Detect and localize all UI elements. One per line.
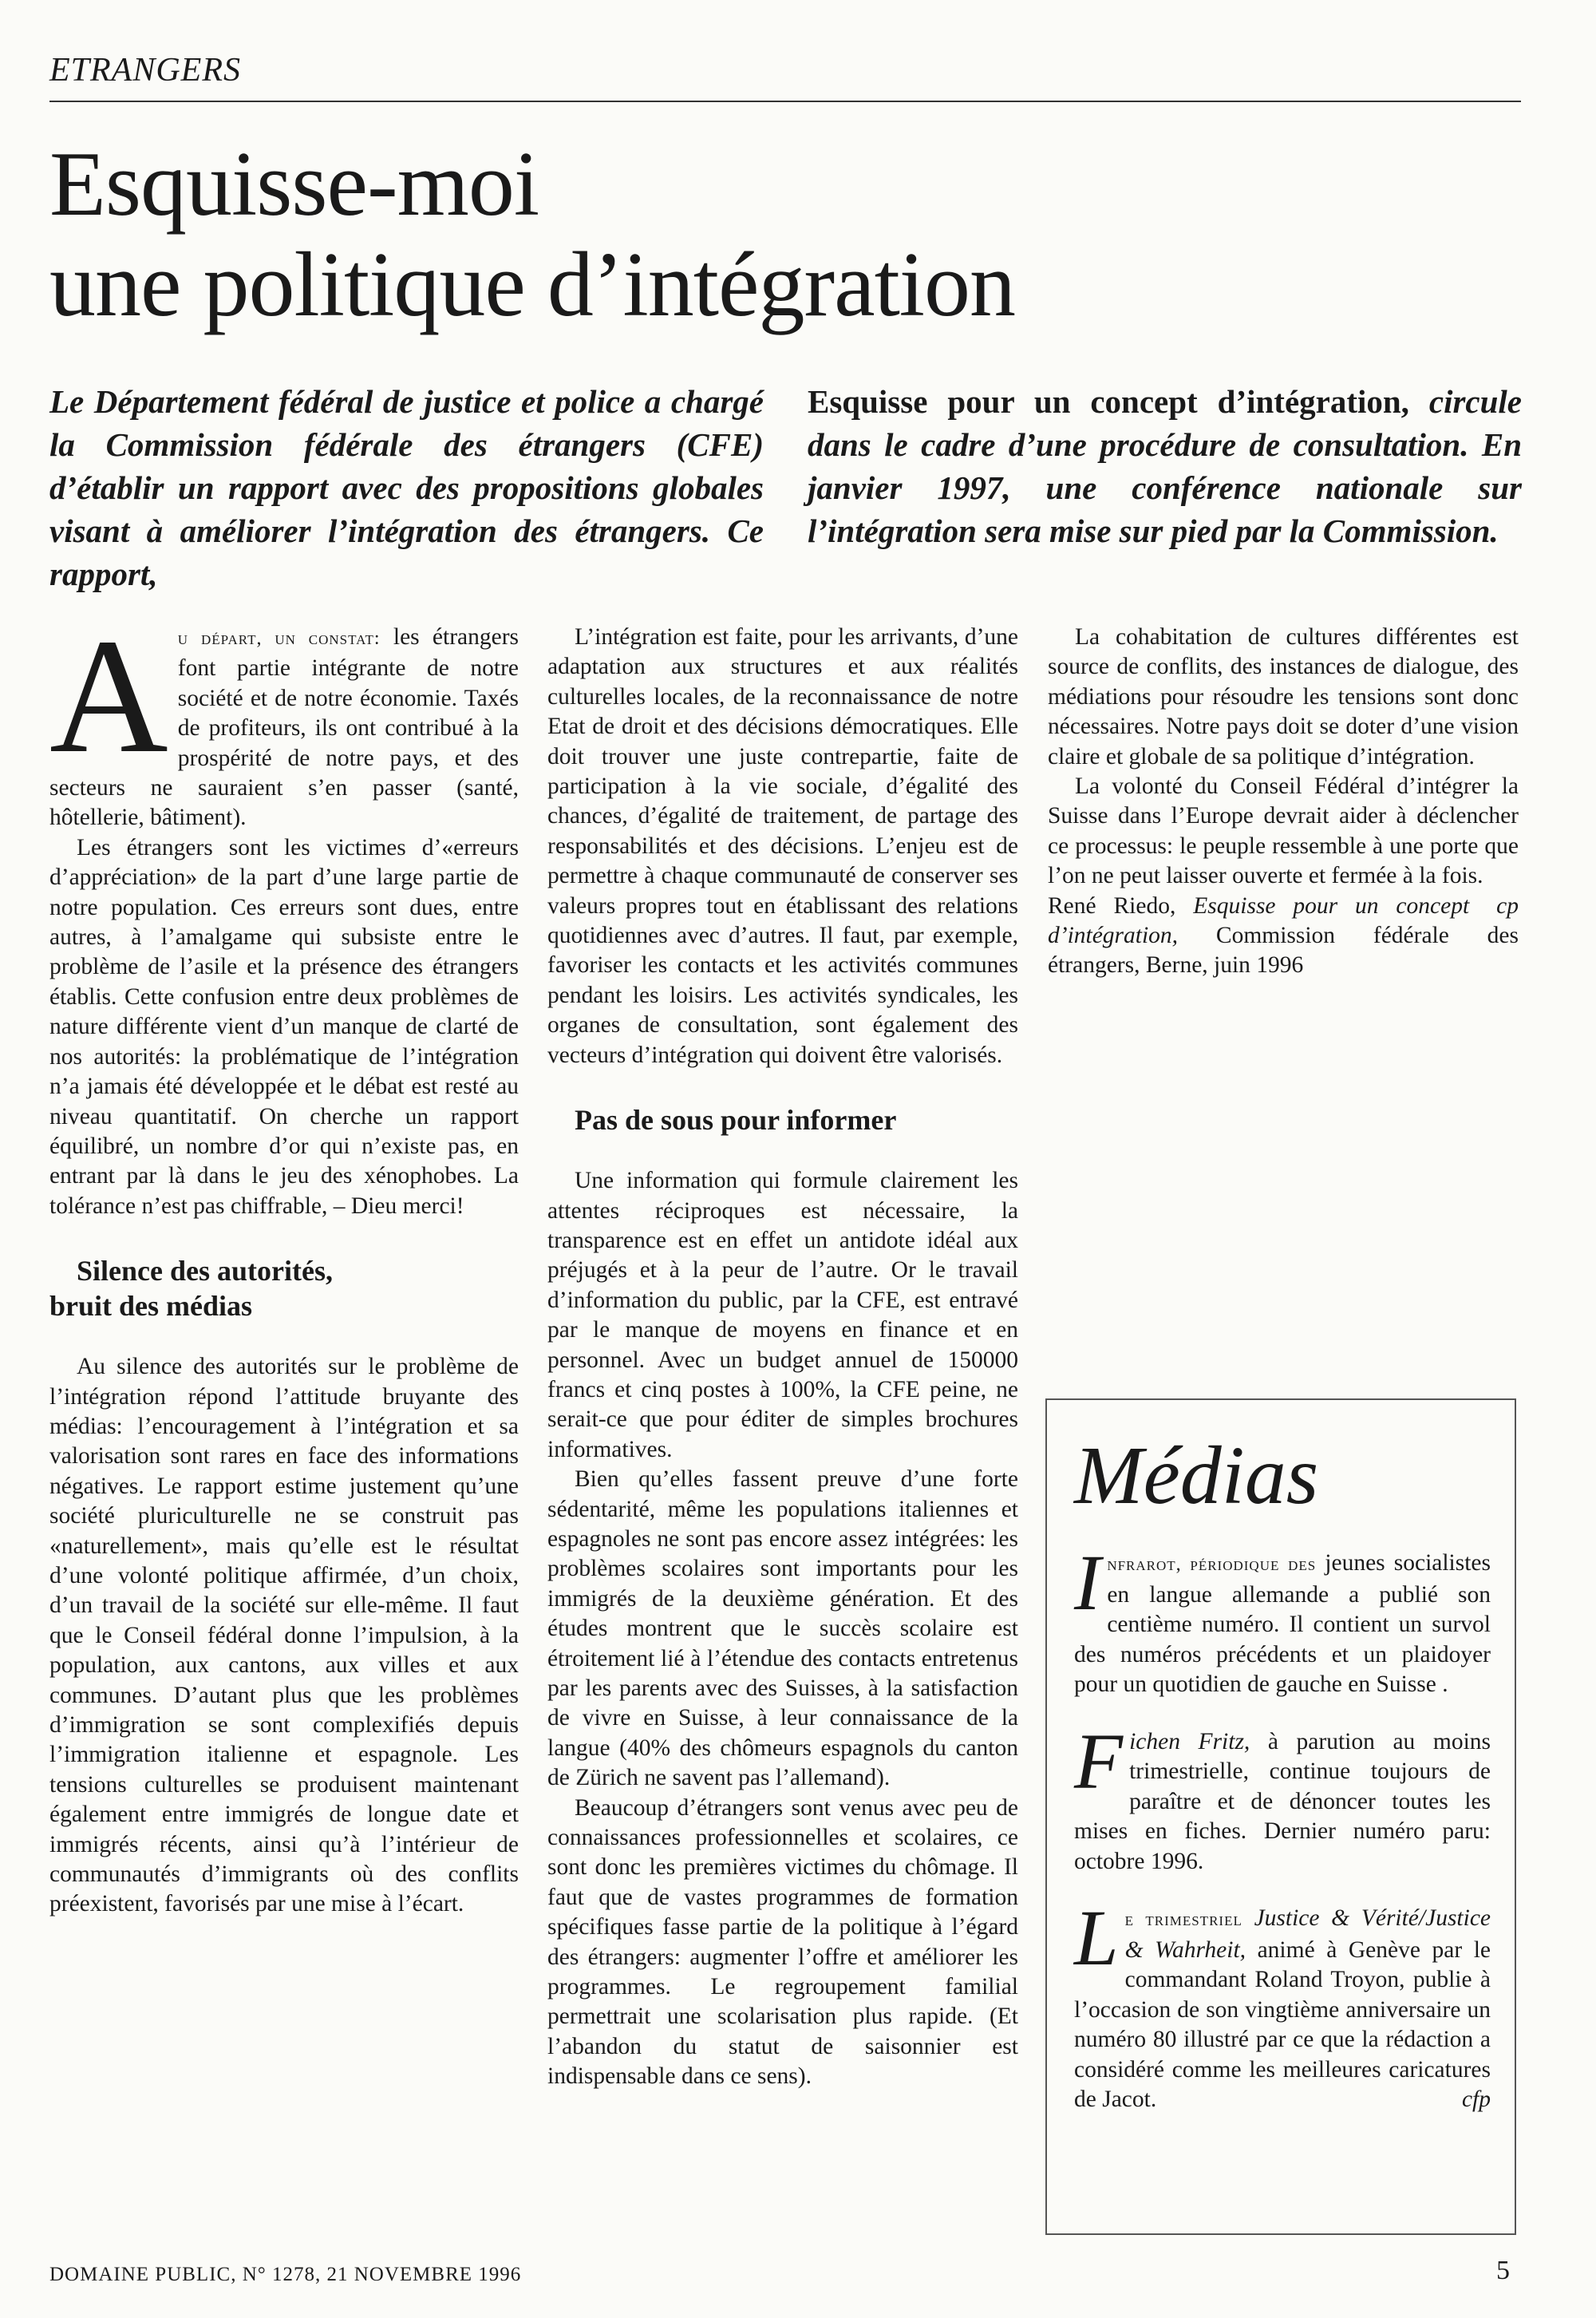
article-column-2	[547, 623, 1018, 2092]
medias-item-fichen-fritz	[1074, 1716, 1491, 1877]
section-rubric: ETRANGERS	[49, 52, 241, 89]
article-paragraph-3: Au silence des autorités sur le problème de l’intégration répond l’attitude bruyante des médias: l’encouragement à l’intégration et sa valorisation sont rares en face des informations négatives. Le rapport estime justement qu’une société pluriculturelle ne se construit pas «naturellement», mais qu’elle est le résultat d’une volonté politique affirmée, d’un choix, d’un travail de la société sur elle-même. Il faut que le Conseil fédéral donne l’impulsion, à la population, aux cantons, aux villes et aux communes. D’autant plus que les problèmes d’immigration se sont complexifiés depuis l’immigration italienne et espagnole. Les tensions culturelles se produisent maintenant également entre immigrés de longue date et immigrés récents, ainsi qu’à l’intérieur de communautés d’immigrants où des conflits préexistent, favorisés par une mise à l’écart.	[49, 1354, 519, 1917]
article-paragraph-6: Bien qu’elles fassent preuve d’une forte sédentarité, même les populations italiennes et espagnoles ne sont pas encore assez intégrées: les problèmes scolaires sont importants pour les immigrés de la deuxième génération. Et des études montrent que le succès scolaire est étroitement lié à l’étendue des contacts entretenus par les parents avec des Suisses, à la satisfaction de vivre en Suisse, à leur connaissance de la langue (40% des chômeurs espagnols du canton de Zürich ne savent pas l’allemand).	[547, 1466, 1018, 1791]
subhead-silence-line1: Silence des autorités,	[77, 1255, 333, 1288]
opening-smallcaps: u départ, un constat:	[177, 628, 381, 649]
lede-part2	[808, 380, 1522, 552]
medias-item1-text: jeunes socialistes en langue allemande a publié son centième numéro. Il contient un survol des numéros précédents et un plaidoyer pour un quotidien de gauche en Suisse .	[1074, 1550, 1491, 1697]
medias-item3-dropcap: L	[1074, 1893, 1119, 1982]
article-paragraph-8: La cohabitation de cultures différentes est source de conflits, des instances de dialogue, des médiations pour résoudre les tensions sont donc nécessaires. Notre pays doit se doter d’une vision claire et globale de sa politique d’intégration.	[1048, 624, 1519, 769]
medias-item3-name: Justice & Vérité/Justice & Wahrheit,	[1124, 1905, 1491, 1963]
biblio-author: René Riedo,	[1048, 892, 1176, 919]
article-column-1	[49, 604, 519, 1920]
footer-publication: DOMAINE PUBLIC, N° 1278, 21 NOVEMBRE 1996	[49, 2264, 522, 2285]
medias-item-justice	[1074, 1893, 1491, 2115]
article-column-3	[1048, 623, 1519, 981]
medias-item2-name: ichen Fritz,	[1129, 1728, 1250, 1754]
subhead-informer: Pas de sous pour informer	[575, 1104, 897, 1137]
medias-box-title: Médias	[1074, 1430, 1319, 1521]
biblio-rest: Commission fédérale des étrangers, Berne, juin 1996	[1048, 923, 1519, 979]
biblio-title: Esquisse pour un concept d’intégration,	[1048, 892, 1470, 949]
medias-item1-smallcaps: nfrarot, périodique des	[1107, 1554, 1317, 1575]
page-number: 5	[1496, 2256, 1510, 2285]
paragraph-1-text: les étrangers font partie intégrante de notre société et de notre économie. Taxés de profiteurs, ils ont contribué à la prospérité de notre pays, et des secteurs ne sauraient s’en passer (santé, hôtellerie, bâtiment).	[49, 624, 519, 831]
article-paragraph-5: Une information qui formule clairement les attentes réciproques est nécessaire, la transparence est en effet un antidote idéal aux préjugés et à la peur de l’autre. Or le travail d’information du public, par la CFE, est entravé par le manque de moyens en finance et en personnel. Avec un budget annuel de 150000 francs et cinq postes à 100%, la CFE peine, ne serait-ce que pour éditer de simples brochures informatives.	[547, 1168, 1018, 1462]
lede-report-title: Esquisse pour un concept d’intégration,	[808, 383, 1409, 420]
medias-item2-dropcap: F	[1074, 1716, 1124, 1806]
medias-box	[1045, 1398, 1516, 2235]
top-rule	[49, 101, 1521, 102]
article-paragraph-1	[49, 604, 519, 833]
headline	[49, 134, 1406, 335]
subhead-silence	[49, 1253, 519, 1323]
article-paragraph-7: Beaucoup d’étrangers sont venus avec peu de connaissances professionnelles et scolaires, ce sont donc les premières victimes du chômage. Il faut que de vastes programmes de formation spécifiques fasse partie de la politique à l’égard des étrangers: augmenter l’offre et améliorer les programmes. Le regroupement familial permettrait une scolarisation plus rapide. (Et l’abandon du statut de saisonnier est indispensable dans ce sens).	[547, 1794, 1018, 2090]
medias-signature: cfp	[1461, 2087, 1491, 2112]
article-paragraph-4: L’intégration est faite, pour les arrivants, d’une adaptation aux structures et aux réalités culturelles locales, de la reconnaissance de notre Etat de droit et des décisions démocratiques. Elle doit trouver une juste contrepartie, faite de participation à la vie sociale, d’égalité des chances, d’égalité de traitement, de partage des responsabilités et des décisions. L’enjeu est de permettre à chaque communauté de conserver ses valeurs propres tout en établissant des relations quotidiennes avec d’autres. Il faut, par exemple, favoriser les contacts et les activités communes pendant les loisirs. Les activités syndicales, les organes de consultation, sont également des vecteurs d’intégration qui doivent être valorisés.	[547, 624, 1018, 1068]
medias-item3-smallcaps: e trimestriel	[1124, 1909, 1242, 1930]
medias-item-infrarot	[1074, 1538, 1491, 1700]
article-signature: cp	[1496, 892, 1519, 919]
medias-item2-text: à parution au moins trimestrielle, continue toujours de paraître et de dénoncer toutes les mises en fiches. Dernier numéro paru: octobre 1996.	[1074, 1728, 1491, 1874]
subhead-silence-line2: bruit des médias	[49, 1290, 253, 1323]
headline-line2: une politique d’intégration	[49, 234, 1016, 336]
paragraph-9-text: La volonté du Conseil Fédéral d’intégrer la Suisse dans l’Europe devrait aider à déclencher ce processus: le peuple ressemble à une porte que l’on ne peut laisser ouverte et fermée à la fois.	[1048, 773, 1519, 889]
medias-item3-text: animé à Genève par le commandant Roland Troyon, publie à l’occasion de son vingtième anniversaire un numéro 80 illustré par ce que la rédaction a considéré comme les meilleures caricatures de Jacot.	[1074, 1936, 1491, 2112]
headline-line1: Esquisse-moi	[49, 133, 539, 235]
bibliography	[1048, 892, 1519, 981]
dropcap: A	[49, 604, 168, 787]
article-paragraph-2: Les étrangers sont les victimes d’«erreurs d’appréciation» de la part d’une large partie de notre population. Ces erreurs sont dues, entre autres, à l’amalgame qui subsiste entre le problème de l’asile et la présence des étrangers établis. Cette confusion entre deux problèmes de nature différente vient d’un manque de clarté de nos autorités: la problématique de l’intégration n’a jamais été développée et le débat est resté au niveau quantitatif. On cherche un rapport équilibré, un nombre d’or qui n’existe pas, en entrant par là dans le jeu des xénophobes. La tolérance n’est pas chiffrable, – Dieu merci!	[49, 834, 519, 1219]
medias-item1-dropcap: I	[1074, 1538, 1101, 1627]
lede-part2-text: circule dans le cadre d’une procédure de consultation. En janvier 1997, une conférence nationale sur l’intégration sera mise sur pied par la Commission.	[808, 383, 1523, 549]
lede-part1: Le Département fédéral de justice et police a chargé la Commission fédérale des étrangers (CFE) d’établir un rapport avec des propositions globales visant à améliorer l’intégration des étrangers. Ce rapport,	[49, 383, 764, 592]
